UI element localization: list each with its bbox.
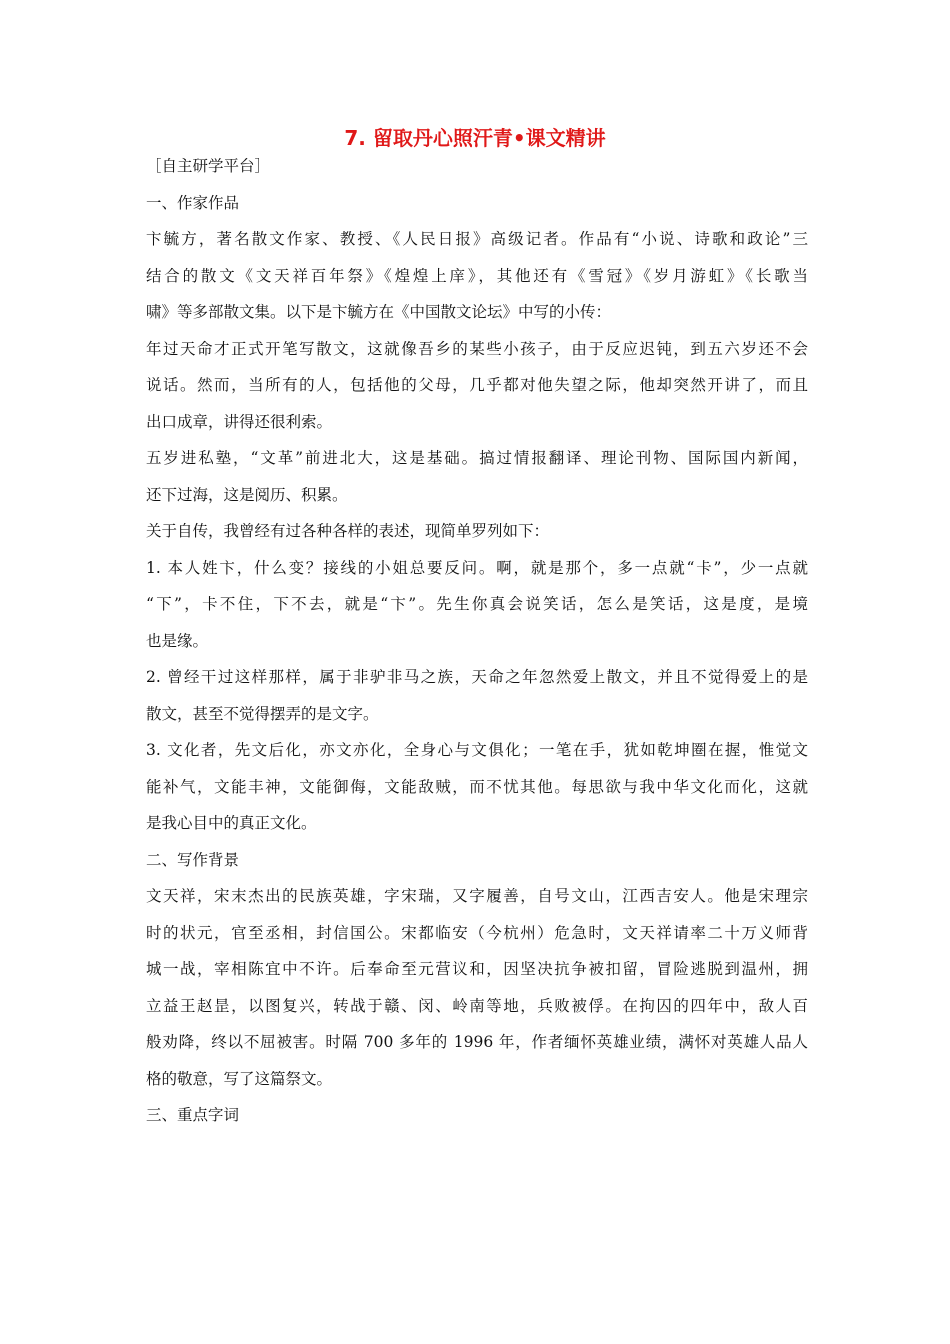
paragraph-line: 年过天命才正式开笔写散文，这就像吾乡的某些小孩子，由于反应迟钝，到五六岁还不会 (146, 339, 808, 358)
paragraph-line: 出口成章，讲得还很利索。 (146, 412, 333, 431)
paragraph-line: 还下过海，这是阅历、积累。 (146, 485, 348, 504)
paragraph-line: 结合的散文《文天祥百年祭》《煌煌上庠》，其他还有《雪冠》《岁月游虹》《长歌当 (146, 266, 808, 285)
paragraph-line: 散文，甚至不觉得摆弄的是文字。 (146, 704, 379, 723)
paragraph-line: 卞毓方，著名散文作家、教授、《人民日报》高级记者。作品有“小说、诗歌和政论”三 (146, 230, 808, 248)
paragraph-line: 立益王赵昰，以图复兴，转战于赣、闵、岭南等地，兵败被俘。在拘囚的四年中，敌人百 (146, 996, 808, 1015)
paragraph-line: 五岁进私塾，“文革”前进北大，这是基础。搞过情报翻译、理论刊物、国际国内新闻， (146, 449, 808, 467)
paragraph-line: “下”，卡不住，下不去，就是“卞”。先生你真会说笑话，怎么是笑话，这是度，是境 (146, 595, 808, 613)
section-heading-background: 二、写作背景 (146, 850, 240, 869)
section-heading-author: 一、作家作品 (146, 193, 240, 212)
paragraph-line: 时的状元，官至丞相，封信国公。宋都临安（今杭州）危急时，文天祥请率二十万义师背 (146, 923, 808, 942)
document-body (146, 148, 808, 1134)
paragraph-line: 关于自传，我曾经有过各种各样的表述，现简单罗列如下： (146, 522, 550, 540)
paragraph-line: 2. 曾经干过这样那样，属于非驴非马之族，天命之年忽然爱上散文，并且不觉得爱上的是 (146, 668, 808, 686)
paragraph-line: 啸》等多部散文集。以下是卞毓方在《中国散文论坛》中写的小传： (146, 303, 612, 321)
paragraph-line: 3. 文化者，先文后化，亦文亦化，全身心与文俱化；一笔在手，犹如乾坤圈在握，惟觉文 (146, 741, 808, 759)
paragraph-line: 能补气，文能丰神，文能御侮，文能敌贼，而不忧其他。每思欲与我中华文化而化，这就 (146, 777, 808, 796)
paragraph-line: 1. 本人姓卞，什么变？接线的小姐总要反问。啊，就是那个，多一点就“卡”，少一点就 (146, 558, 808, 577)
paragraph-line: 说话。然而，当所有的人，包括他的父母，几乎都对他失望之际，他却突然开讲了，而且 (146, 376, 808, 394)
paragraph-line: 城一战，宰相陈宜中不许。后奉命至元营议和，因坚决抗争被扣留，冒险逃脱到温州，拥 (146, 960, 808, 978)
paragraph-line: 格的敬意，写了这篇祭文。 (146, 1069, 333, 1088)
platform-label: ［自主研学平台］ (146, 157, 271, 175)
paragraph-line: 文天祥，宋末杰出的民族英雄，字宋瑞，又字履善，自号文山，江西吉安人。他是宋理宗 (146, 887, 808, 905)
paragraph-line: 般劝降，终以不屈被害。时隔 700 多年的 1996 年，作者缅怀英雄业绩，满怀对英雄人品人 (146, 1033, 808, 1051)
page-title: 7. 留取丹心照汗青•课文精讲 (344, 126, 606, 150)
paragraph-line: 是我心目中的真正文化。 (146, 814, 317, 832)
paragraph-line: 也是缘。 (146, 631, 209, 650)
section-heading-vocabulary: 三、重点字词 (146, 1106, 240, 1124)
